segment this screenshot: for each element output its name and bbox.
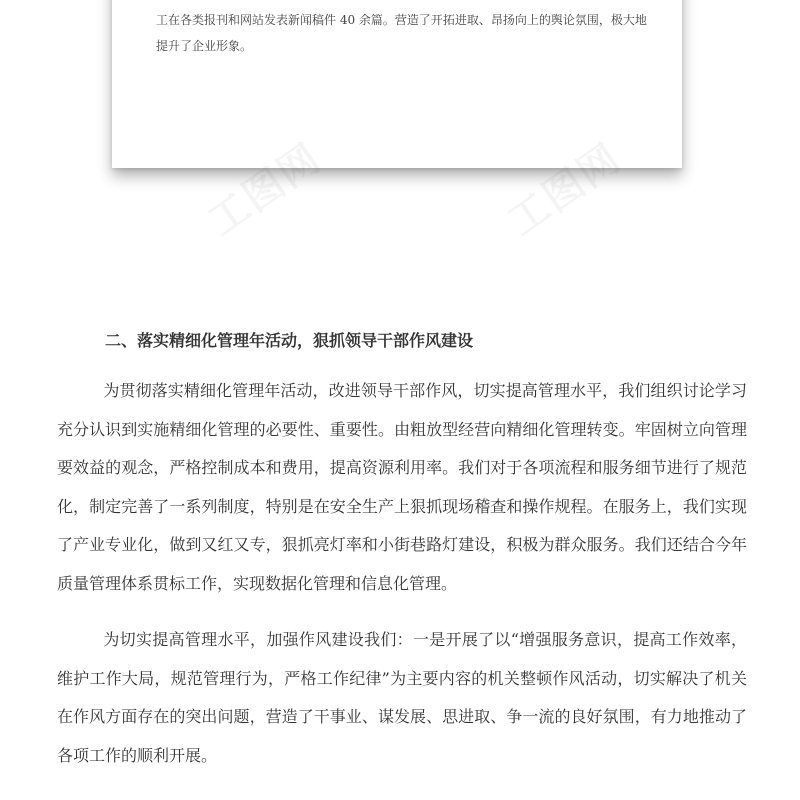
body-paragraph: 为贯彻落实精细化管理年活动，改进领导干部作风，切实提高管理水平，我们组织讨论学习充分认识到实施精细化管理的必要性、重要性。由粗放型经营向精细化管理转变。牢固树立向管理要效益的观念，严格控制成本和费用，提高资源利用率。我们对于各项流程和服务细节进行了规范化，制定完善了一系列制度，特别是在安全生产上狠抓现场稽查和操作规程。在服务上，我们实现了产业专业化，做到又红又专，狠抓亮灯率和小街巷路灯建设，积极为群众服务。我们还结合今年质量管理体系贯标工作，实现数据化管理和信息化管理。 bbox=[57, 381, 747, 593]
body-paragraph: 为切实提高管理水平，加强作风建设我们：一是开展了以“增强服务意识，提高工作效率，维护工作大局，规范管理行为，严格工作纪律”为主要内容的机关整顿作风活动，切实解决了机关在作风方面存在的突出问题，营造了干事业、谋发展、思进取、争一流的良好氛围，有力地推动了各项工作的顺利开展。 bbox=[57, 630, 747, 765]
card-paragraph: 工在各类报刊和网站发表新闻稿件 40 余篇。营造了开拓进取、昂扬向上的舆论氛围，极大地提升了企业形象。 bbox=[156, 13, 647, 53]
section-heading: 二、落实精细化管理年活动，狠抓领导干部作风建设 bbox=[105, 331, 474, 350]
